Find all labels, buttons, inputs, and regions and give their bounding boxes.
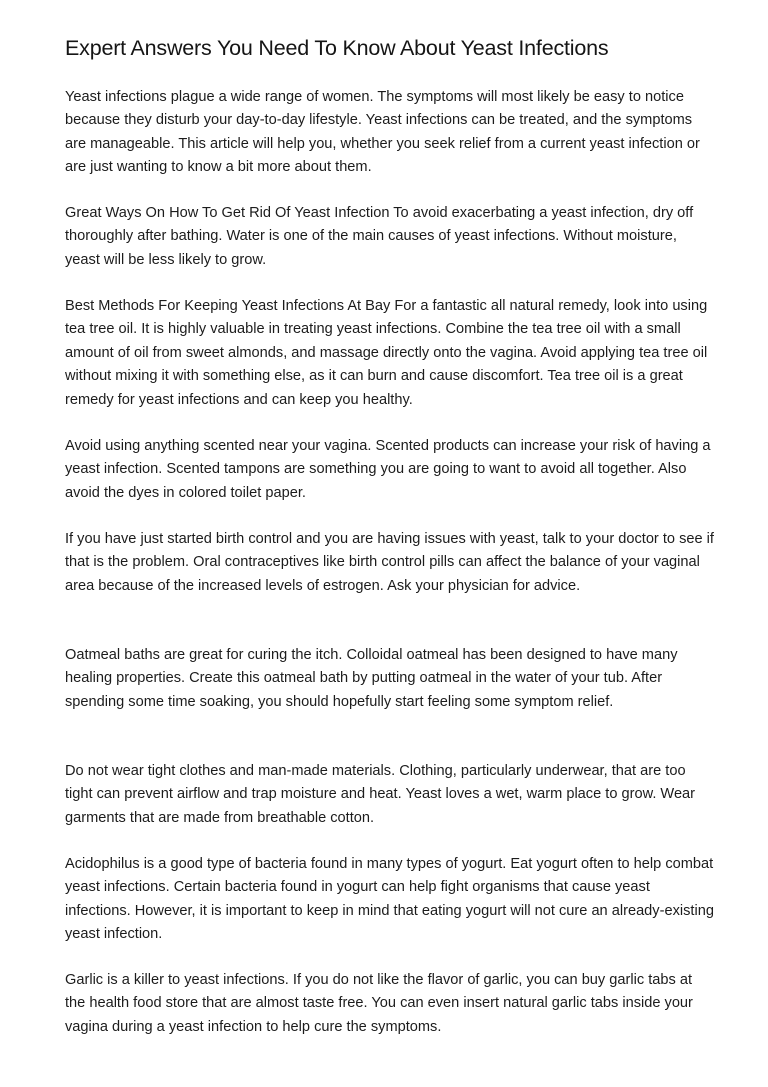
paragraph-clothing: Do not wear tight clothes and man-made materials. Clothing, particularly underwear, that are too tight can prevent airflow and trap moisture and heat. Yeast loves a wet, warm place to grow. Wear garments that are made from breathable cotton.: [65, 763, 696, 826]
paragraph-drying: Great Ways On How To Get Rid Of Yeast Infection To avoid exacerbating a yeast infection, dry off thoroughly after bathing. Water is one of the main causes of yeast infections. Without moisture, yeast will be less likely to grow.: [65, 205, 694, 268]
paragraph-acidophilus: Acidophilus is a good type of bacteria found in many types of yogurt. Eat yogurt often to help combat yeast infections. Certain bacteria found in yogurt can help fight organisms that cause yeast infections. However, it is important to keep in mind that eating yogurt will not cure an already-existing yeast infection.: [65, 856, 714, 943]
paragraph-scented-products: Avoid using anything scented near your vagina. Scented products can increase your risk of having a yeast infection. Scented tampons are something you are going to want to avoid all together. Also avoid the dyes in colored toilet paper.: [65, 438, 711, 501]
page-title: Expert Answers You Need To Know About Yeast Infections: [65, 36, 609, 60]
paragraph-tea-tree-oil: Best Methods For Keeping Yeast Infections At Bay For a fantastic all natural remedy, look into using tea tree oil. It is highly valuable in treating yeast infections. Combine the tea tree oil with a small amount of oil from sweet almonds, and massage directly onto the vagina. Avoid applying tea tree oil without mixing it with something else, as it can burn and cause discomfort. Tea tree oil is a great remedy for yeast infections and can keep you healthy.: [65, 298, 708, 408]
paragraph-intro: Yeast infections plague a wide range of women. The symptoms will most likely be easy to notice because they disturb your day-to-day lifestyle. Yeast infections can be treated, and the symptoms are manageable. This article will help you, whether you seek relief from a current yeast infection or are just wanting to know a bit more about them.: [65, 89, 700, 176]
paragraph-oatmeal-baths: Oatmeal baths are great for curing the itch. Colloidal oatmeal has been designed to have many healing properties. Create this oatmeal bath by putting oatmeal in the water of your tub. After spending some time soaking, you should hopefully start feeling some symptom relief.: [65, 647, 678, 710]
paragraph-birth-control: If you have just started birth control and you are having issues with yeast, talk to your doctor to see if that is the problem. Oral contraceptives like birth control pills can affect the balance of your vaginal area because of the increased levels of estrogen. Ask your physician for advice.: [65, 531, 714, 594]
paragraph-garlic: Garlic is a killer to yeast infections. If you do not like the flavor of garlic, you can buy garlic tabs at the health food store that are almost taste free. You can even insert natural garlic tabs inside your vagina during a yeast infection to help cure the symptoms.: [65, 972, 693, 1035]
